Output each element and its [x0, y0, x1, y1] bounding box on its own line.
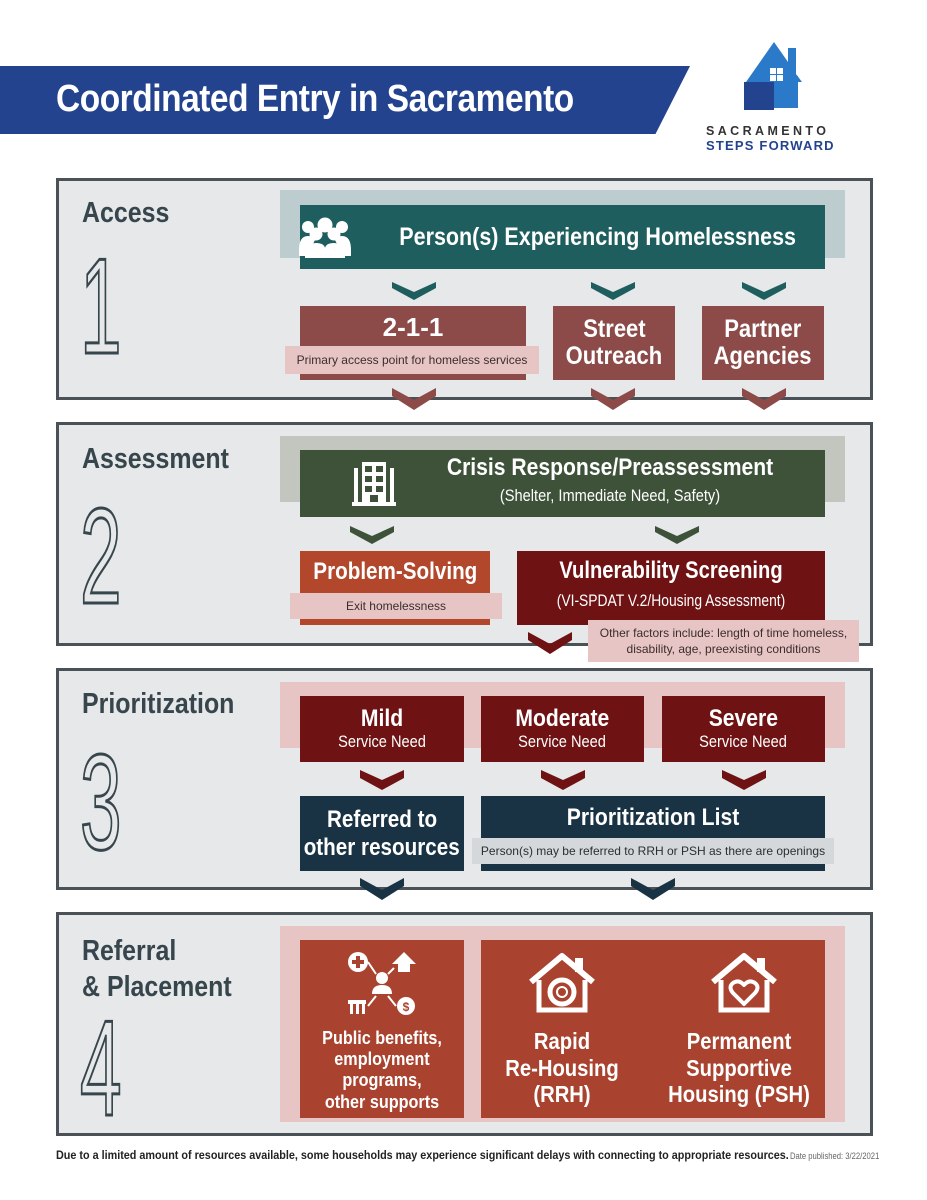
section-number-1: 1: [80, 230, 122, 382]
logo-text-steps-forward: STEPS FORWARD: [706, 138, 835, 153]
chevron-down-icon: [722, 770, 766, 790]
house-icon: [740, 42, 808, 112]
house-heart-icon: [709, 952, 779, 1014]
section-title-placement: & Placement: [82, 971, 232, 1003]
section-title-prioritization: Prioritization: [82, 688, 235, 720]
chevron-down-icon: [742, 282, 786, 300]
chevron-down-icon: [655, 526, 699, 544]
box-street-outreach: Street Outreach: [553, 306, 675, 380]
box-partner-agencies: Partner Agencies: [702, 306, 824, 380]
note-primary-access: Primary access point for homeless services: [285, 346, 539, 374]
chevron-down-icon: [591, 388, 635, 410]
rrh-label: Rapid Re-Housing (RRH): [505, 1028, 619, 1108]
chevron-down-icon: [742, 388, 786, 410]
section-number-3: 3: [80, 726, 122, 878]
box-2-1-1: 2-1-1: [300, 306, 526, 380]
chevron-down-icon: [631, 878, 675, 900]
section-title-referral: Referral: [82, 935, 177, 967]
page-title: Coordinated Entry in Sacramento: [56, 78, 574, 120]
section-title-assessment: Assessment: [82, 443, 229, 475]
note-other-factors: Other factors include: length of time homeless, disability, age, preexisting conditions: [588, 620, 859, 662]
footer-note: Due to a limited amount of resources available, some households may experience significant delays with connecting to appropriate resources.: [56, 1148, 789, 1162]
crisis-response-box: Crisis Response/Preassessment (Shelter, Immediate Need, Safety): [300, 450, 825, 517]
chevron-down-icon: [350, 526, 394, 544]
box-severe-service-need: Severe Service Need: [662, 696, 825, 762]
box-public-benefits: $ Public benefits, employment programs, other supports: [300, 940, 464, 1118]
section-number-4: 4: [80, 992, 122, 1144]
building-icon: [350, 462, 398, 506]
box-referred-other-resources: Referred to other resources: [300, 796, 464, 871]
svg-text:$: $: [402, 1000, 410, 1014]
box-moderate-service-need: Moderate Service Need: [481, 696, 644, 762]
date-published: Date published: 3/22/2021: [790, 1151, 880, 1161]
chevron-down-icon: [591, 282, 635, 300]
section-number-2: 2: [80, 480, 122, 632]
box-vulnerability-screening: Vulnerability Screening (VI-SPDAT V.2/Housing Assessment): [517, 551, 825, 625]
chevron-down-icon: [541, 770, 585, 790]
logo-text-sacramento: SACRAMENTO: [706, 124, 830, 138]
section-title-access: Access: [82, 197, 170, 229]
people-group-icon: [297, 216, 353, 258]
note-exit-homelessness: Exit homelessness: [290, 593, 502, 619]
box-mild-service-need: Mild Service Need: [300, 696, 464, 762]
box-problem-solving: Problem-Solving: [300, 551, 490, 625]
house-lifebuoy-icon: [527, 952, 597, 1014]
box-housing-options: [481, 940, 825, 1118]
note-referred-rrh-psh: Person(s) may be referred to RRH or PSH as there are openings: [472, 838, 834, 864]
chevron-down-icon: [392, 388, 436, 410]
chevron-down-icon: [360, 770, 404, 790]
support-services-icon: [346, 950, 418, 1016]
chevron-down-icon: [392, 282, 436, 300]
chevron-down-icon: [528, 632, 572, 654]
person-homeless-box: Person(s) Experiencing Homelessness: [300, 205, 825, 269]
psh-label: Permanent Supportive Housing (PSH): [668, 1028, 810, 1108]
chevron-down-icon: [360, 878, 404, 900]
box-prioritization-list: Prioritization List: [481, 796, 825, 871]
